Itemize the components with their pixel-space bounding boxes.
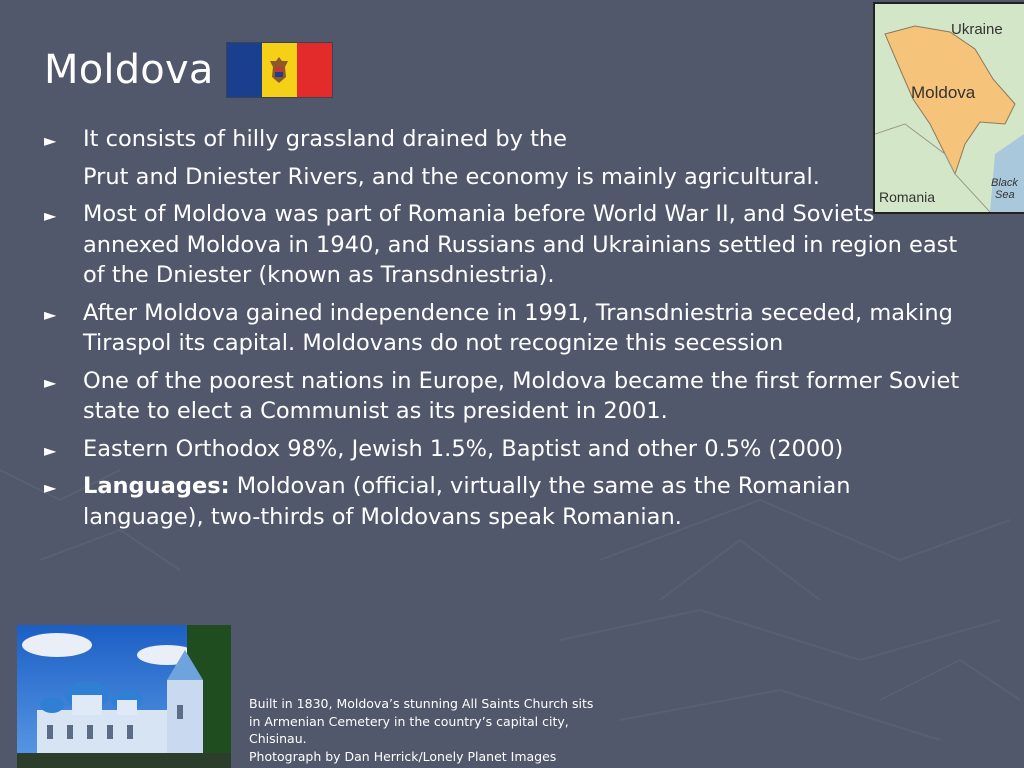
bullet-arrow-icon: ►: [44, 372, 57, 392]
bullet-arrow-icon: ►: [44, 206, 57, 225]
bullet-text: Eastern Orthodox 98%, Jewish 1.5%, Baptist and other 0.5% (2000): [83, 435, 844, 462]
moldova-flag-icon: [226, 42, 333, 98]
list-item: [44, 471, 974, 532]
caption-line: in Armenian Cemetery in the country’s capital city,: [249, 713, 569, 729]
list-item: [44, 199, 974, 291]
list-item: [44, 298, 974, 359]
bullet-arrow-icon: ►: [44, 131, 57, 150]
caption-line: Chisinau.: [249, 731, 307, 746]
coat-of-arms-icon: [268, 55, 290, 85]
bullet-text: It consists of hilly grassland drained by the: [83, 126, 568, 152]
page-title: Moldova: [44, 47, 214, 93]
list-item: [44, 434, 974, 465]
bullet-text: Most of Moldova was part of Romania before World War II, and Soviets annexed Moldova in 1940, and Russians and Ukrainians settled in region east of the Dniester (known as Transdniestria).: [83, 201, 958, 288]
church-image: [17, 625, 231, 768]
bullet-text: Moldovan (official, virtually the same as the Romanian language), two-thirds of Moldovans speak Romanian.: [83, 473, 851, 530]
flag-stripe-yellow: [262, 43, 297, 97]
bullet-text: After Moldova gained independence in 1991, Transdniestria seceded, making Tiraspol its capital. Moldovans do not recognize this secession: [83, 299, 953, 356]
map-label-romania: Romania: [879, 189, 936, 205]
caption-line: Built in 1830, Moldova’s stunning All Saints Church sits: [249, 696, 594, 711]
list-item: [44, 366, 974, 427]
bullet-arrow-icon: ►: [44, 304, 57, 324]
flag-stripe-blue: [227, 43, 262, 97]
flag-stripe-red: [297, 43, 332, 97]
map-label-black: Black: [991, 177, 1018, 189]
map-label-ukraine: Ukraine: [951, 21, 1003, 38]
church-photo: [17, 625, 231, 768]
bullet-text: One of the poorest nations in Europe, Moldova became the first former Soviet state to elect a Communist as its president in 2001.: [83, 367, 960, 424]
bullet-continuation: Prut and Dniester Rivers, and the economy is mainly agricultural.: [83, 163, 820, 190]
title-row: [44, 40, 333, 100]
bullet-list: [44, 124, 974, 539]
caption-line: Photograph by Dan Herrick/Lonely Planet Images: [249, 748, 557, 764]
bullet-arrow-icon: ►: [44, 440, 57, 460]
languages-label: Languages:: [83, 473, 230, 499]
list-item: [44, 124, 974, 192]
map-label-sea: Sea: [995, 189, 1015, 201]
photo-caption: [249, 695, 609, 765]
bullet-arrow-icon: ►: [44, 478, 57, 497]
map-label-moldova: Moldova: [911, 83, 976, 102]
